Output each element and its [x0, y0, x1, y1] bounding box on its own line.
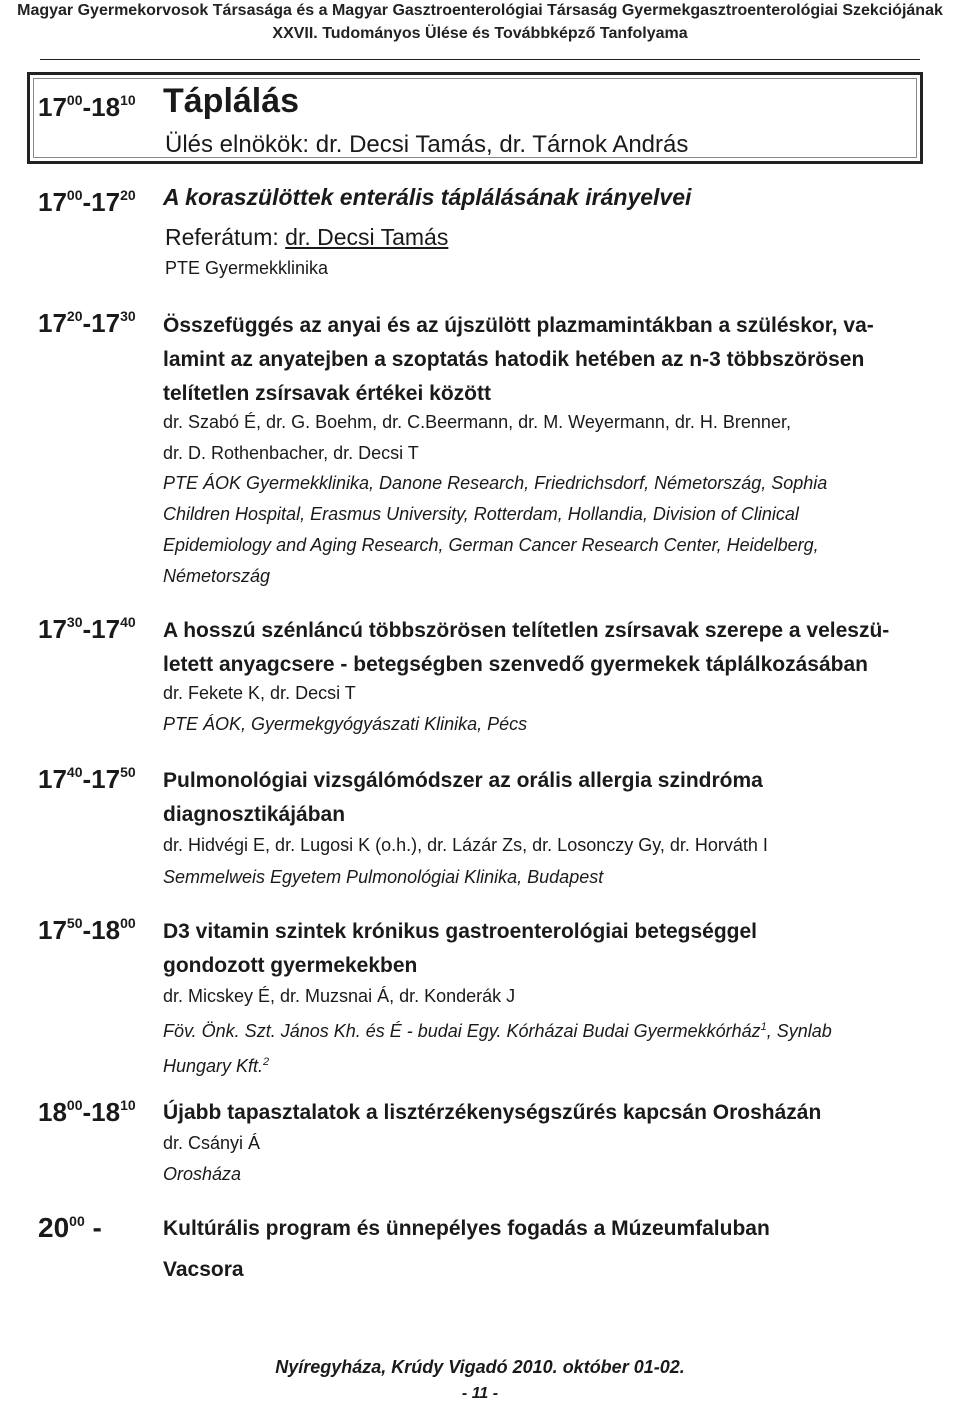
talk-4-title: [163, 764, 763, 832]
footer-venue: Nyíregyháza, Krúdy Vigadó 2010. október 01-02.: [275, 1357, 685, 1377]
talk-5-institution-line-1: Föv. Önk. Szt. János Kh. és É - budai Egy. Kórházai Budai Gyermekkórház$^1$, Synlab: [163, 1021, 832, 1041]
talk-5-institution: [163, 1012, 832, 1082]
evening-program: Kultúrális program és ünnepélyes fogadás a Múzeumfaluban: [163, 1217, 770, 1240]
evening-dinner: Vacsora: [163, 1258, 244, 1281]
talk-3-authors: dr. Fekete K, dr. Decsi T: [163, 683, 356, 703]
talk-3-title: [163, 614, 889, 682]
talk-5-institution-line-2: Hungary Kft.$^2$: [163, 1056, 270, 1076]
talk-5-title-line-2: gondozott gyermekekben: [163, 954, 418, 977]
talk-2-institution-line-4: Németország: [163, 566, 271, 586]
talk-2-institution: [163, 468, 827, 592]
talk-2-institution-line-2: Children Hospital, Erasmus University, Rotterdam, Hollandia, Division of Clinical: [163, 504, 799, 524]
talk-3-title-line-1: A hosszú szénláncú többszörösen telítetlen zsírsavak szerepe a veleszü-: [163, 619, 890, 642]
talk-2-authors-line-1: dr. Szabó É, dr. G. Boehm, dr. C.Beermann, dr. M. Weyermann, dr. H. Brenner,: [163, 412, 791, 432]
talk-4-time: $17^{40}-17^{50}$: [38, 764, 136, 794]
talk-4-authors: dr. Hidvégi E, dr. Lugosi K (o.h.), dr. Lázár Zs, dr. Losonczy Gy, dr. Horváth I: [163, 835, 768, 855]
talk-4-institution: Semmelweis Egyetem Pulmonológiai Klinika, Budapest: [163, 867, 604, 887]
talk-3-institution: PTE ÁOK, Gyermekgyógyászati Klinika, Pécs: [163, 714, 528, 734]
talk-2-title-line-2: lamint az anyatejben a szoptatás hatodik hetében az n-3 többszörösen: [163, 348, 865, 371]
session-chairs: Ülés elnökök: dr. Decsi Tamás, dr. Tárnok András: [165, 131, 689, 158]
talk-2-institution-line-1: PTE ÁOK Gyermekklinika, Danone Research, Friedrichsdorf, Németország, Sophia: [163, 473, 828, 493]
talk-2-institution-line-3: Epidemiology and Aging Research, German Cancer Research Center, Heidelberg,: [163, 535, 819, 555]
talk-5-authors: dr. Micskey É, dr. Muzsnai Á, dr. Konderák J: [163, 986, 516, 1006]
talk-5-time: $17^{50}-18^{00}$: [38, 915, 136, 945]
talk-1-title: A koraszülöttek enterális táplálásának irányelvei: [163, 184, 692, 210]
evening-time: $20^{00}$ -: [38, 1212, 102, 1243]
talk-5-title-line-1: D3 vitamin szintek krónikus gastroenterológiai betegséggel: [163, 920, 757, 943]
session-time: $17^{00}-18^{10}$: [38, 92, 136, 122]
talk-6-title: Újabb tapasztalatok a lisztérzékenységszűrés kapcsán Orosházán: [163, 1101, 822, 1124]
talk-1-time: $17^{00}-17^{20}$: [38, 187, 136, 217]
header-line-2: XXVII. Tudományos Ülése és Továbbképző Tanfolyama: [272, 25, 688, 42]
talk-2-authors: [163, 407, 791, 469]
talk-6-institution: Orosháza: [163, 1164, 242, 1184]
header-rule: [40, 59, 920, 60]
talk-2-time: $17^{20}-17^{30}$: [38, 308, 136, 338]
talk-1-institution: PTE Gyermekklinika: [165, 258, 329, 278]
talk-3-time: $17^{30}-17^{40}$: [38, 614, 136, 644]
talk-1-subtitle: Referátum: dr. Decsi Tamás: [165, 224, 449, 250]
talk-6-time: $18^{00}-18^{10}$: [38, 1097, 136, 1127]
talk-2-title-line-3: telítetlen zsírsavak értékei között: [163, 382, 491, 405]
session-title: Táplálás: [163, 82, 300, 120]
talk-4-title-line-2: diagnosztikájában: [163, 803, 346, 826]
talk-6-authors: dr. Csányi Á: [163, 1133, 261, 1153]
talk-2-authors-line-2: dr. D. Rothenbacher, dr. Decsi T: [163, 443, 419, 463]
talk-2-title-line-1: Összefüggés az anyai és az újszülött plazmamintákban a szüléskor, va-: [163, 314, 874, 337]
talk-3-title-line-2: letett anyagcsere - betegségben szenvedő gyermekek táplálkozásában: [163, 653, 868, 676]
talk-5-title: [163, 915, 757, 983]
talk-2-title: [163, 309, 874, 411]
talk-4-title-line-1: Pulmonológiai vizsgálómódszer az orális allergia szindróma: [163, 769, 763, 792]
header-line-1: Magyar Gyermekorvosok Társasága és a Magyar Gasztroenterológiai Társaság Gyermekgasztroenterológiai Szekciójának: [17, 2, 943, 19]
page-number: - 11 -: [461, 1385, 499, 1402]
